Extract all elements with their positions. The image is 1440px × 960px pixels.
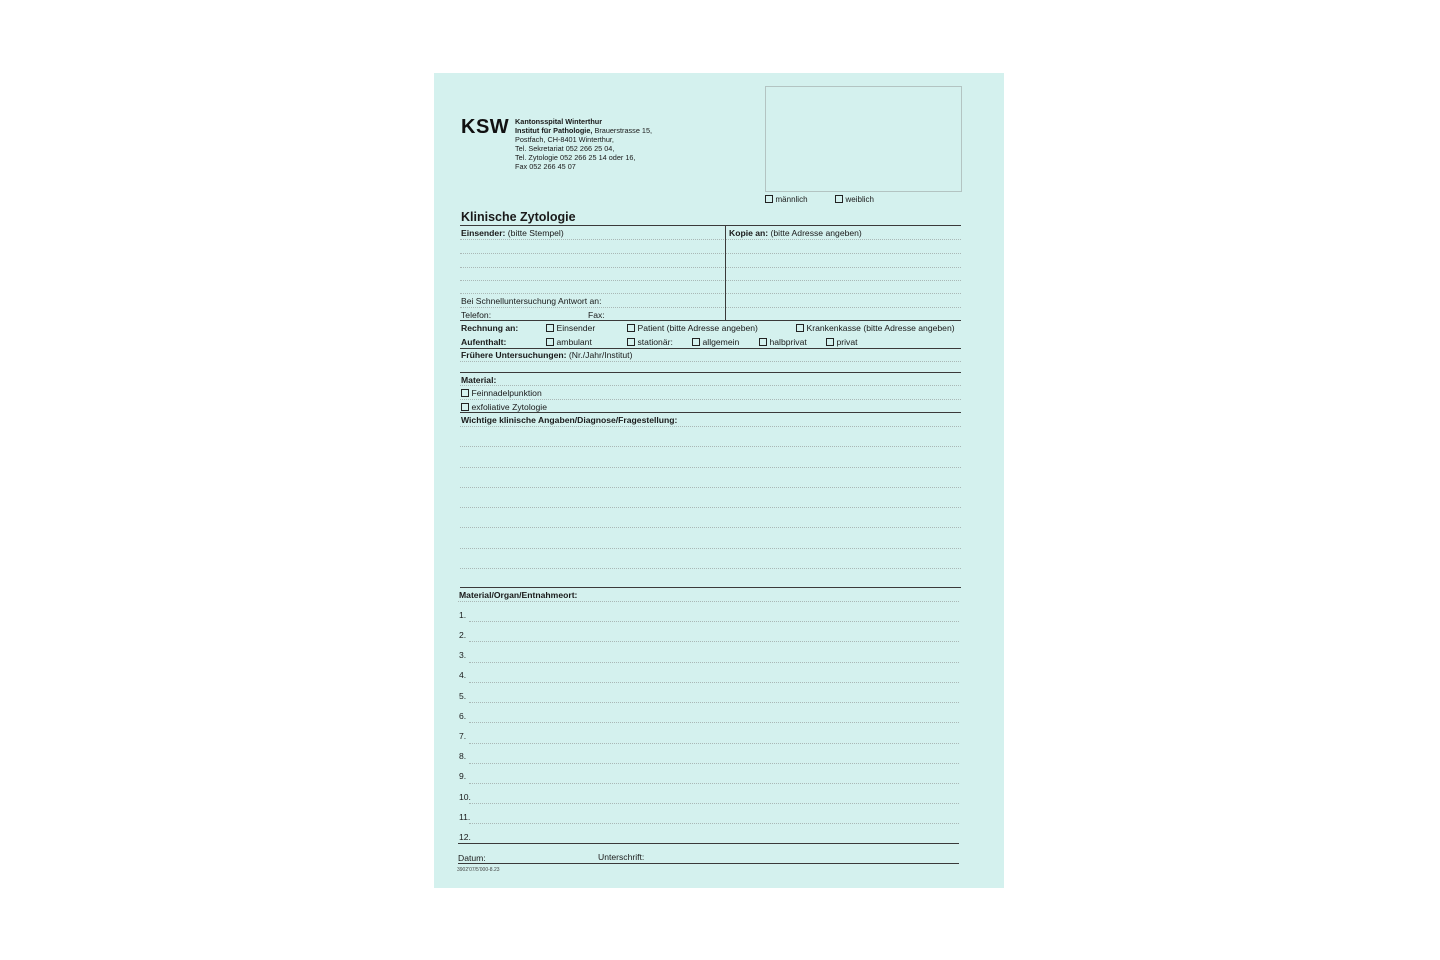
stay-option-ambulant[interactable]: ambulant bbox=[546, 337, 592, 347]
organ-line-number: 6. bbox=[459, 711, 467, 721]
sender-label: Einsender: (bitte Stempel) bbox=[461, 228, 564, 238]
quick-reply-label: Bei Schnelluntersuchung Antwort an: bbox=[461, 296, 602, 306]
checkbox-male[interactable] bbox=[765, 195, 773, 203]
postal-line: Postfach, CH-8401 Winterthur, bbox=[515, 135, 614, 145]
organ-line-number: 1. bbox=[459, 610, 467, 620]
patient-label-box[interactable] bbox=[765, 86, 962, 192]
billing-label: Rechnung an: bbox=[461, 323, 519, 333]
stay-label: Aufenthalt: bbox=[461, 337, 507, 347]
billing-option-sender[interactable]: Einsender bbox=[546, 323, 595, 333]
cytology-form-sheet bbox=[434, 73, 1004, 888]
clinical-info-label: Wichtige klinische Angaben/Diagnose/Fragestellung: bbox=[461, 415, 678, 425]
street: Brauerstrasse 15, bbox=[592, 126, 653, 136]
billing-option-insurance[interactable]: Krankenkasse (bitte Adresse angeben) bbox=[796, 323, 955, 333]
material-label: Material: bbox=[461, 375, 497, 385]
checkbox-billing-patient[interactable] bbox=[627, 324, 635, 332]
organ-label: Material/Organ/Entnahmeort: bbox=[459, 590, 578, 600]
form-title: Klinische Zytologie bbox=[461, 210, 576, 224]
organ-line-number: 12. bbox=[459, 832, 471, 842]
checkbox-female[interactable] bbox=[835, 195, 843, 203]
institute-name: Institut für Pathologie, bbox=[515, 126, 593, 136]
tel-cytology: Tel. Zytologie 052 266 25 14 oder 16, bbox=[515, 153, 636, 163]
tel-secretariat: Tel. Sekretariat 052 266 25 04, bbox=[515, 144, 615, 154]
checkbox-fine-needle[interactable] bbox=[461, 389, 469, 397]
organ-line-number: 4. bbox=[459, 670, 467, 680]
previous-exams-label: Frühere Untersuchungen: (Nr./Jahr/Institut) bbox=[461, 350, 633, 360]
checkbox-billing-sender[interactable] bbox=[546, 324, 554, 332]
organ-line-number: 3. bbox=[459, 650, 467, 660]
organ-line-number: 2. bbox=[459, 630, 467, 640]
checkbox-billing-insurance[interactable] bbox=[796, 324, 804, 332]
organ-line-number: 9. bbox=[459, 771, 467, 781]
hospital-address bbox=[515, 117, 652, 172]
checkbox-inpatient[interactable] bbox=[627, 338, 635, 346]
organ-line-number: 7. bbox=[459, 731, 467, 741]
fax-line: Fax 052 266 45 07 bbox=[515, 162, 576, 172]
checkbox-exfoliative[interactable] bbox=[461, 403, 469, 411]
phone-label: Telefon: bbox=[461, 310, 492, 320]
billing-option-patient[interactable]: Patient (bitte Adresse angeben) bbox=[627, 323, 758, 333]
gender-female-option[interactable]: weiblich bbox=[835, 195, 874, 204]
stay-option-inpatient[interactable]: stationär: bbox=[627, 337, 673, 347]
date-label: Datum: bbox=[458, 853, 486, 863]
checkbox-semiprivate[interactable] bbox=[759, 338, 767, 346]
stay-option-semiprivate[interactable]: halbprivat bbox=[759, 337, 807, 347]
stay-option-general[interactable]: allgemein bbox=[692, 337, 739, 347]
gender-male-option[interactable]: männlich bbox=[765, 195, 808, 204]
copy-to-label: Kopie an: (bitte Adresse angeben) bbox=[729, 228, 862, 238]
material-option-exfoliative[interactable]: exfoliative Zytologie bbox=[461, 402, 547, 412]
organ-line-number: 10. bbox=[459, 792, 471, 802]
organ-line-number: 11. bbox=[459, 812, 471, 822]
organ-line-number: 5. bbox=[459, 691, 467, 701]
fax-label: Fax: bbox=[588, 310, 605, 320]
stay-option-private[interactable]: privat bbox=[826, 337, 858, 347]
signature-label: Unterschrift: bbox=[598, 852, 645, 862]
checkbox-general[interactable] bbox=[692, 338, 700, 346]
material-option-fine-needle[interactable]: Feinnadelpunktion bbox=[461, 388, 542, 398]
hospital-name: Kantonsspital Winterthur bbox=[515, 117, 603, 126]
ksw-logo: KSW bbox=[461, 116, 510, 138]
checkbox-private[interactable] bbox=[826, 338, 834, 346]
form-code: 3902'07/5'000-8.23 bbox=[457, 867, 500, 873]
organ-line-number: 8. bbox=[459, 751, 467, 761]
checkbox-ambulant[interactable] bbox=[546, 338, 554, 346]
